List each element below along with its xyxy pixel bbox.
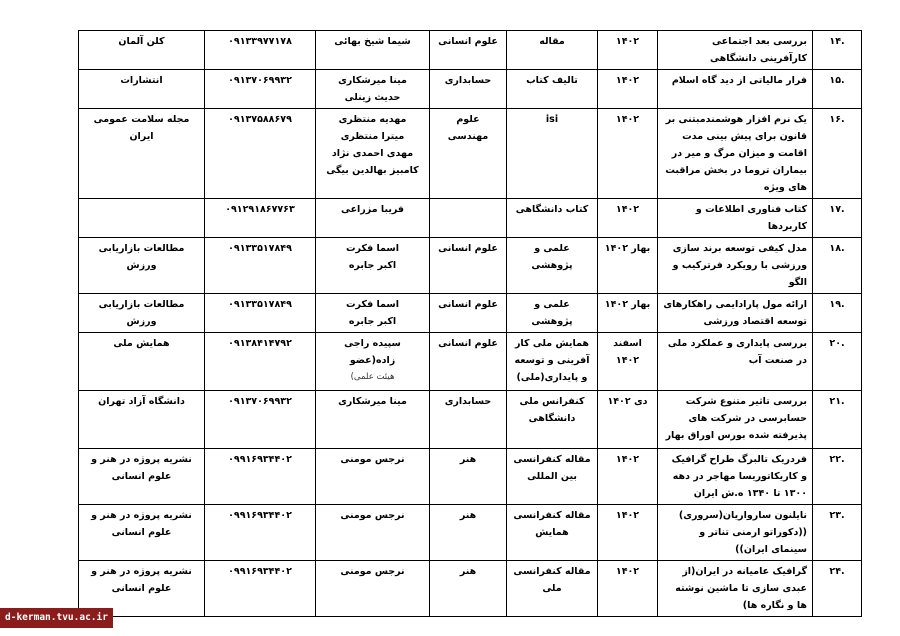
- author-name: اکبر جابره: [348, 260, 397, 271]
- cell-authors: [316, 561, 430, 617]
- cell-title: مدل کیفی توسعه برند سازی ورزشی با رویکرد فرترکیب و الگو: [658, 238, 813, 294]
- cell-phone: ۰۹۱۳۷۰۶۹۹۳۲: [205, 70, 316, 109]
- cell-phone: ۰۹۱۳۳۵۱۷۸۴۹: [205, 238, 316, 294]
- cell-field: هنر: [430, 449, 507, 505]
- cell-authors: [316, 70, 430, 109]
- author-name: فریبا مزراعی: [340, 204, 405, 215]
- author-name: مهدیه منتظری: [338, 114, 407, 125]
- cell-phone: ۰۹۱۳۳۹۷۷۱۷۸: [205, 31, 316, 70]
- author-name: میترا منتظری: [340, 131, 405, 142]
- cell-year: ۱۴۰۲: [598, 449, 658, 505]
- table-row: [79, 31, 862, 70]
- cell-venue: دانشگاه آزاد تهران: [79, 391, 205, 449]
- cell-type: مقاله کنفرانسی بین المللی: [507, 449, 598, 505]
- cell-year: ۱۴۰۲: [598, 70, 658, 109]
- cell-year: اسفند ۱۴۰۲: [598, 333, 658, 391]
- cell-year: ۱۴۰۲: [598, 561, 658, 617]
- cell-field: علوم انسانی: [430, 294, 507, 333]
- cell-field: علوم انسانی: [430, 333, 507, 391]
- cell-authors: [316, 333, 430, 391]
- cell-type: علمی و پژوهشی: [507, 294, 598, 333]
- table-row: [79, 561, 862, 617]
- cell-year: بهار ۱۴۰۲: [598, 238, 658, 294]
- cell-venue: نشریه پروژه در هنر و علوم انسانی: [79, 505, 205, 561]
- cell-field: حسابداری: [430, 391, 507, 449]
- cell-field: علوم انسانی: [430, 238, 507, 294]
- cell-type: مقاله کنفرانسی ملی: [507, 561, 598, 617]
- site-logo[interactable]: d-kerman.tvu.ac.ir: [0, 608, 113, 628]
- row-number: .۲۲: [813, 449, 862, 505]
- cell-title: کتاب فناوری اطلاعات و کاربردها: [658, 199, 813, 238]
- cell-venue: همایش ملی: [79, 333, 205, 391]
- cell-field: حسابداری: [430, 70, 507, 109]
- author-name: اسما فکرت: [345, 243, 400, 254]
- table-row: [79, 449, 862, 505]
- cell-venue: نشریه پروژه در هنر و علوم انسانی: [79, 561, 205, 617]
- row-number: .۱۷: [813, 199, 862, 238]
- author-name: اکبر جابره: [348, 316, 397, 327]
- cell-type: تالیف کتاب: [507, 70, 598, 109]
- cell-phone: ۰۹۱۳۷۵۸۸۶۷۹: [205, 109, 316, 199]
- cell-title: فرار مالیاتی از دید گاه اسلام: [658, 70, 813, 109]
- cell-venue: کلن آلمان: [79, 31, 205, 70]
- row-number: .۱۶: [813, 109, 862, 199]
- author-name: حدیث زینلی: [344, 92, 401, 103]
- cell-year: دی ۱۴۰۲: [598, 391, 658, 449]
- cell-phone: ۰۹۱۳۳۵۱۷۸۴۹: [205, 294, 316, 333]
- row-number: .۱۹: [813, 294, 862, 333]
- table-row: [79, 294, 862, 333]
- row-number: .۲۱: [813, 391, 862, 449]
- row-number: .۲۴: [813, 561, 862, 617]
- cell-type: isi: [507, 109, 598, 199]
- table-row: [79, 109, 862, 199]
- cell-phone: ۰۹۹۱۶۹۳۴۴۰۲: [205, 505, 316, 561]
- author-name: مینا میرشکاری: [338, 75, 407, 86]
- cell-field: علوم انسانی: [430, 31, 507, 70]
- cell-year: بهار ۱۴۰۲: [598, 294, 658, 333]
- author-name: کامبیز بهالدین بیگی: [326, 165, 419, 176]
- cell-phone: ۰۹۹۱۶۹۳۴۴۰۲: [205, 449, 316, 505]
- cell-field: [430, 199, 507, 238]
- table-row: [79, 70, 862, 109]
- table-body: [79, 31, 862, 617]
- cell-authors: [316, 505, 430, 561]
- cell-authors: [316, 199, 430, 238]
- author-name: نرجس مومنی: [340, 566, 405, 577]
- cell-type: مقاله: [507, 31, 598, 70]
- publications-table: [78, 30, 862, 617]
- cell-authors: [316, 449, 430, 505]
- cell-year: ۱۴۰۲: [598, 199, 658, 238]
- cell-phone: ۰۹۱۳۸۴۱۴۷۹۲: [205, 333, 316, 391]
- author-name: نرجس مومنی: [340, 454, 405, 465]
- cell-title: نایلنون سارواریان(سروری) ((دکوراتو ارمنی تناتر و سینمای ایران)): [658, 505, 813, 561]
- cell-type: مقاله کنفرانسی همایش: [507, 505, 598, 561]
- cell-venue: مجله سلامت عمومی ایران: [79, 109, 205, 199]
- table-row: [79, 391, 862, 449]
- cell-year: ۱۴۰۲: [598, 31, 658, 70]
- row-number: .۲۰: [813, 333, 862, 391]
- cell-type: کنفرانس ملی دانشگاهی: [507, 391, 598, 449]
- row-number: .۱۵: [813, 70, 862, 109]
- cell-phone: ۰۹۹۱۶۹۳۴۴۰۲: [205, 561, 316, 617]
- row-number: .۲۳: [813, 505, 862, 561]
- author-name: شیما شیخ بهائی: [334, 36, 411, 47]
- row-number: .۱۸: [813, 238, 862, 294]
- table-row: [79, 505, 862, 561]
- cell-field: علوم مهندسی: [430, 109, 507, 199]
- cell-title: بررسی تاثیر متنوع شرکت حسابرسی در شرکت های پذیرفته شده بورس اوراق بهار: [658, 391, 813, 449]
- cell-title: ارائه مول پارادایمی راهکارهای توسعه اقتصاد ورزشی: [658, 294, 813, 333]
- cell-year: ۱۴۰۲: [598, 505, 658, 561]
- author-name: مهدی احمدی نژاد: [331, 148, 414, 159]
- cell-year: ۱۴۰۲: [598, 109, 658, 199]
- cell-authors: [316, 294, 430, 333]
- table-row: [79, 333, 862, 391]
- author-name: نرجس مومنی: [340, 510, 405, 521]
- cell-title: فردریک تالبرگ طراح گرافیک و کاریکاتوریسا مهاجر در دهه ۱۳۰۰ تا ۱۳۴۰ ه.ش ایران: [658, 449, 813, 505]
- author-name: هیئت علمی): [350, 372, 395, 382]
- cell-field: هنر: [430, 505, 507, 561]
- cell-type: کتاب دانشگاهی: [507, 199, 598, 238]
- author-name: اسما فکرت: [345, 299, 400, 310]
- cell-authors: [316, 391, 430, 449]
- cell-venue: [79, 199, 205, 238]
- table-row: [79, 238, 862, 294]
- cell-venue: مطالعات بازاریابی ورزش: [79, 294, 205, 333]
- cell-venue: انتشارات: [79, 70, 205, 109]
- cell-venue: نشریه پروژه در هنر و علوم انسانی: [79, 449, 205, 505]
- cell-authors: [316, 109, 430, 199]
- cell-title: بررسی پایداری و عملکرد ملی در صنعت آب: [658, 333, 813, 391]
- cell-type: همایش ملی کار آفرینی و توسعه و پایداری(ملی): [507, 333, 598, 391]
- row-number: .۱۴: [813, 31, 862, 70]
- cell-title: گرافیک عامیانه در ایران(از عبدی سازی تا ماشین نوشته ها و نگاره ها): [658, 561, 813, 617]
- cell-phone: ۰۹۱۳۷۰۶۹۹۳۲: [205, 391, 316, 449]
- cell-authors: [316, 31, 430, 70]
- table-row: [79, 199, 862, 238]
- author-name: مینا میرشکاری: [338, 396, 407, 407]
- cell-authors: [316, 238, 430, 294]
- cell-phone: ۰۹۱۲۹۱۸۶۷۷۶۳: [205, 199, 316, 238]
- cell-title: بررسی بعد اجتماعی کارآفرینی دانشگاهی: [658, 31, 813, 70]
- cell-field: هنر: [430, 561, 507, 617]
- author-name: سپیده راجی زاده(عضو: [344, 338, 401, 366]
- cell-venue: مطالعات بازاریابی ورزش: [79, 238, 205, 294]
- cell-title: یک نرم افزار هوشمندمبتنی بر قانون برای پیش بینی مدت اقامت و میزان مرگ و میر در بیماران تروما در بخش مراقبت های ویژه: [658, 109, 813, 199]
- cell-type: علمی و پژوهشی: [507, 238, 598, 294]
